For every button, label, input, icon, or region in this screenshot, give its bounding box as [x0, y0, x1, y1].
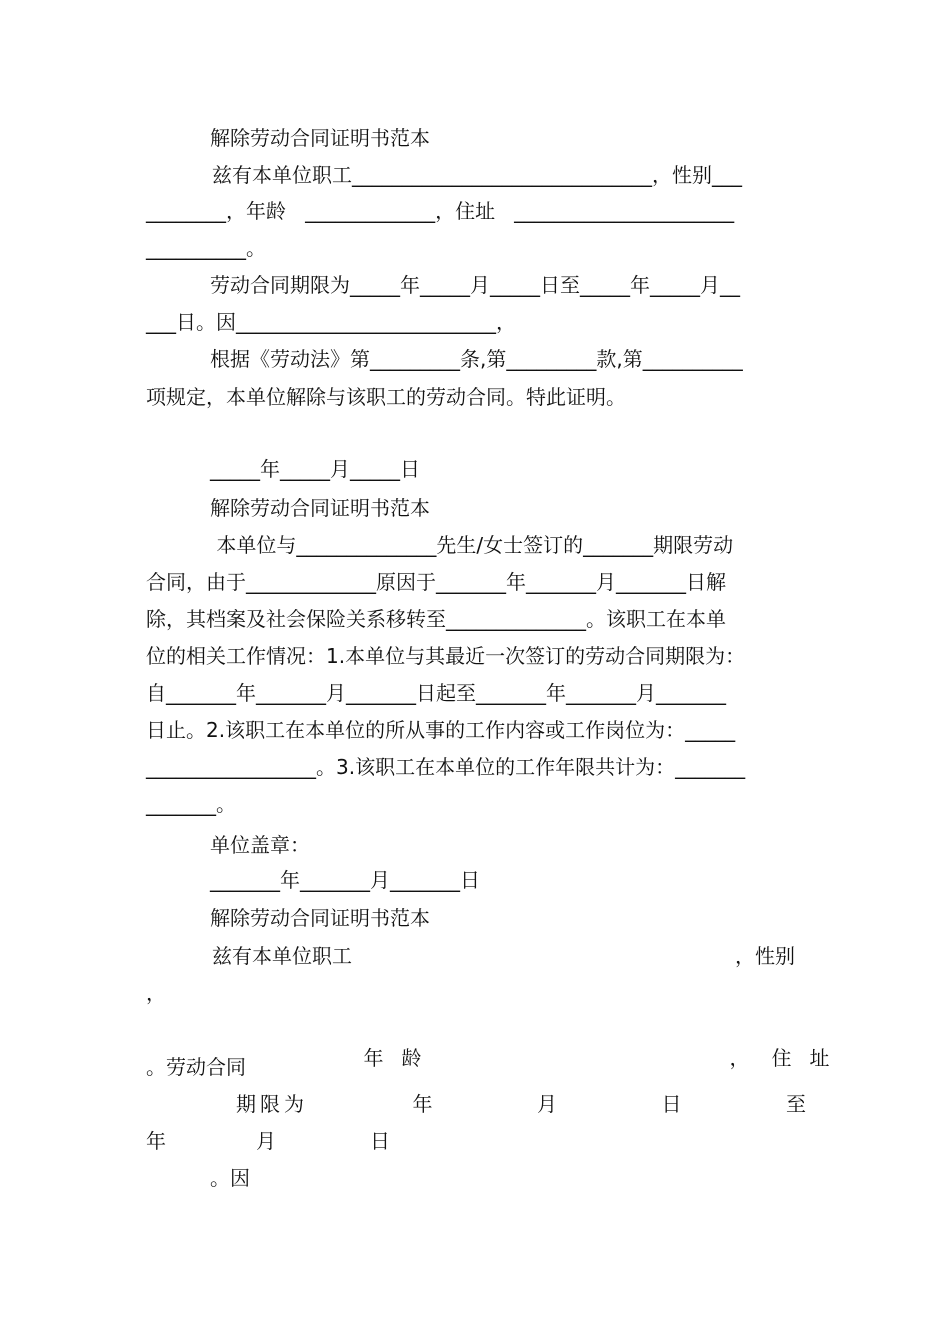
month-label: 月 [537, 1092, 557, 1116]
section3-line1-end: ，性别 [735, 944, 795, 968]
section3-address-label [704, 1016, 830, 1070]
section2-seal-label: 单位盖章： [210, 833, 310, 857]
section2-date: _______年_______月_______日 [210, 868, 480, 892]
section2-line5: 自_______年_______月_______日起至_______年_______月_______ [146, 681, 726, 705]
day-label: 日 [661, 1092, 682, 1116]
section1-line4: 劳动合同期限为_____年_____月_____日至_____年_____月__ [210, 273, 740, 297]
section2-line7: _________________。3.该职工在本单位的工作年限共计为：_______ [146, 755, 746, 779]
address-char-1: 住 [771, 1046, 792, 1070]
section3-line1-start: 兹有本单位职工 [212, 944, 352, 968]
section2-line4: 位的相关工作情况：1.本单位与其最近一次签订的劳动合同期限为： [146, 644, 746, 668]
section3-line7: 。因 [210, 1166, 250, 1190]
section3-title: 解除劳动合同证明书范本 [210, 906, 430, 930]
to-label: 至 [786, 1092, 806, 1116]
term-label: 期限为 [236, 1092, 308, 1116]
section2-line2: 合同，由于_____________原因于_______年_______月_______日解 [146, 570, 726, 594]
section1-line7: 项规定，本单位解除与该职工的劳动合同。特此证明。 [146, 385, 626, 409]
section3-line2: ， [146, 981, 166, 1005]
section3-line5 [236, 1090, 806, 1118]
section2-line8: _______。 [146, 792, 236, 816]
section3-line6-day: 日 [370, 1129, 390, 1153]
section1-title: 解除劳动合同证明书范本 [210, 126, 430, 150]
section1-line1: 兹有本单位职工______________________________，性别___ [212, 163, 742, 187]
section3-line6-year: 年 [146, 1129, 166, 1153]
age-char-1: 年 [363, 1046, 384, 1070]
section2-title: 解除劳动合同证明书范本 [210, 496, 430, 520]
section1-date: _____年_____月_____日 [210, 457, 420, 481]
year-label: 年 [412, 1092, 433, 1116]
section3-line6-month: 月 [256, 1129, 276, 1153]
section3-age-label [338, 1016, 422, 1070]
address-char-2: 址 [809, 1046, 830, 1070]
section3-line4: 。劳动合同 [146, 1055, 246, 1079]
section1-line2: ________，年龄 _____________，住址 ______________________ [146, 199, 735, 223]
section1-line6: 根据《劳动法》第_________条,第_________款,第__________ [210, 347, 743, 371]
section1-line3: __________。 [146, 236, 266, 260]
section2-line3: 除，其档案及社会保险关系移转至______________。该职工在本单 [146, 607, 726, 631]
comma: ， [729, 1046, 750, 1070]
section1-line5: ___日。因__________________________， [146, 310, 516, 334]
age-char-2: 龄 [401, 1046, 422, 1070]
section2-line6: 日止。2.该职工在本单位的所从事的工作内容或工作岗位为：_____ [146, 718, 736, 742]
section2-line1: 本单位与______________先生/女士签订的_______期限劳动 [210, 533, 734, 557]
